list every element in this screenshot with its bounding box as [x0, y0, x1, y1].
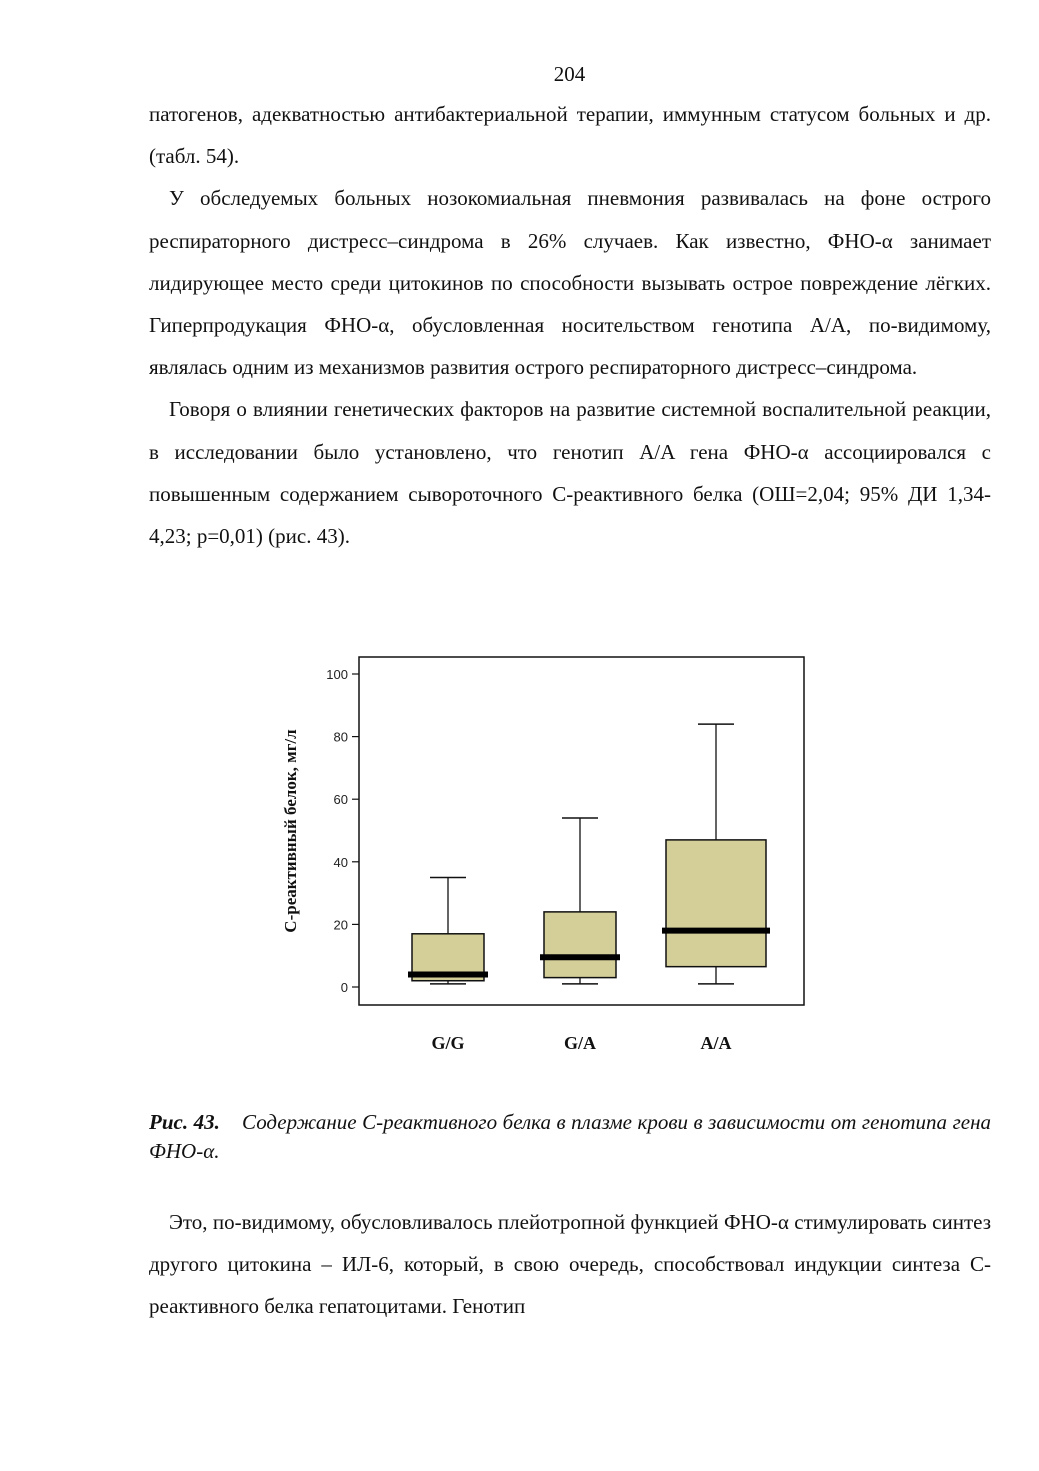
body-text-bottom [149, 1201, 991, 1328]
x-category-label: G/G [431, 1033, 465, 1053]
iqr-box [544, 912, 616, 978]
paragraph: Это, по-видимому, обусловливалось плейотропной функцией ФНО-α стимулировать синтез другого цитокина – ИЛ-6, который, в свою очередь, способствовал индукции синтеза С-реактивного белка гепатоцитами. Генотип [149, 1210, 991, 1319]
y-tick-label: 60 [333, 792, 348, 808]
y-tick-label: 100 [326, 667, 348, 682]
y-tick-label: 80 [333, 729, 348, 745]
y-axis-label: С-реактивный белок, мг/л [281, 729, 300, 933]
boxplot-chart [270, 645, 830, 1065]
y-axis [326, 667, 359, 995]
caption-text: Содержание С-реактивного белка в плазме крови в зависимости от генотипа гена ФНО-α. [149, 1110, 991, 1163]
body-text-top [149, 93, 991, 557]
box-gg [408, 877, 488, 983]
paragraph: Говоря о влиянии генетических факторов на развитие системной воспалительной реакции, в исследовании было установлено, что генотип A/A гена ФНО-α ассоциировался с повышенным содержанием сывороточного С-реактивного белка (ОШ=2,04; 95% ДИ 1,34-4,23; p=0,01) (рис. 43). [149, 397, 991, 549]
caption-label: Рис. 43. [149, 1110, 220, 1134]
box-series [408, 724, 770, 984]
y-tick-label: 20 [333, 917, 348, 933]
figure-43 [270, 645, 830, 1065]
y-tick-label: 0 [340, 980, 348, 995]
figure-caption [149, 1108, 991, 1166]
x-category-label: A/A [700, 1033, 732, 1053]
y-tick-label: 40 [333, 854, 348, 870]
x-axis-labels [431, 1033, 731, 1053]
paragraph: патогенов, адекватностью антибактериальной терапии, иммунным статусом больных и др. (табл. 54). [149, 102, 991, 169]
box-aa [662, 724, 770, 984]
page-number: 204 [553, 62, 586, 86]
box-ga [540, 818, 620, 984]
x-category-label: G/A [563, 1033, 597, 1053]
paragraph: У обследуемых больных нозокомиальная пневмония развивалась на фоне острого респираторного дистресс–синдрома в 26% случаев. Как известно, ФНО-α занимает лидирующее место среди цитокинов по способности вызывать острое повреждение лёгких. Гиперпродукация ФНО-α, обусловленная носительством генотипа A/A, по-видимому, являлась одним из механизмов развития острого респираторного дистресс–синдрома. [149, 186, 991, 380]
iqr-box [666, 840, 766, 967]
